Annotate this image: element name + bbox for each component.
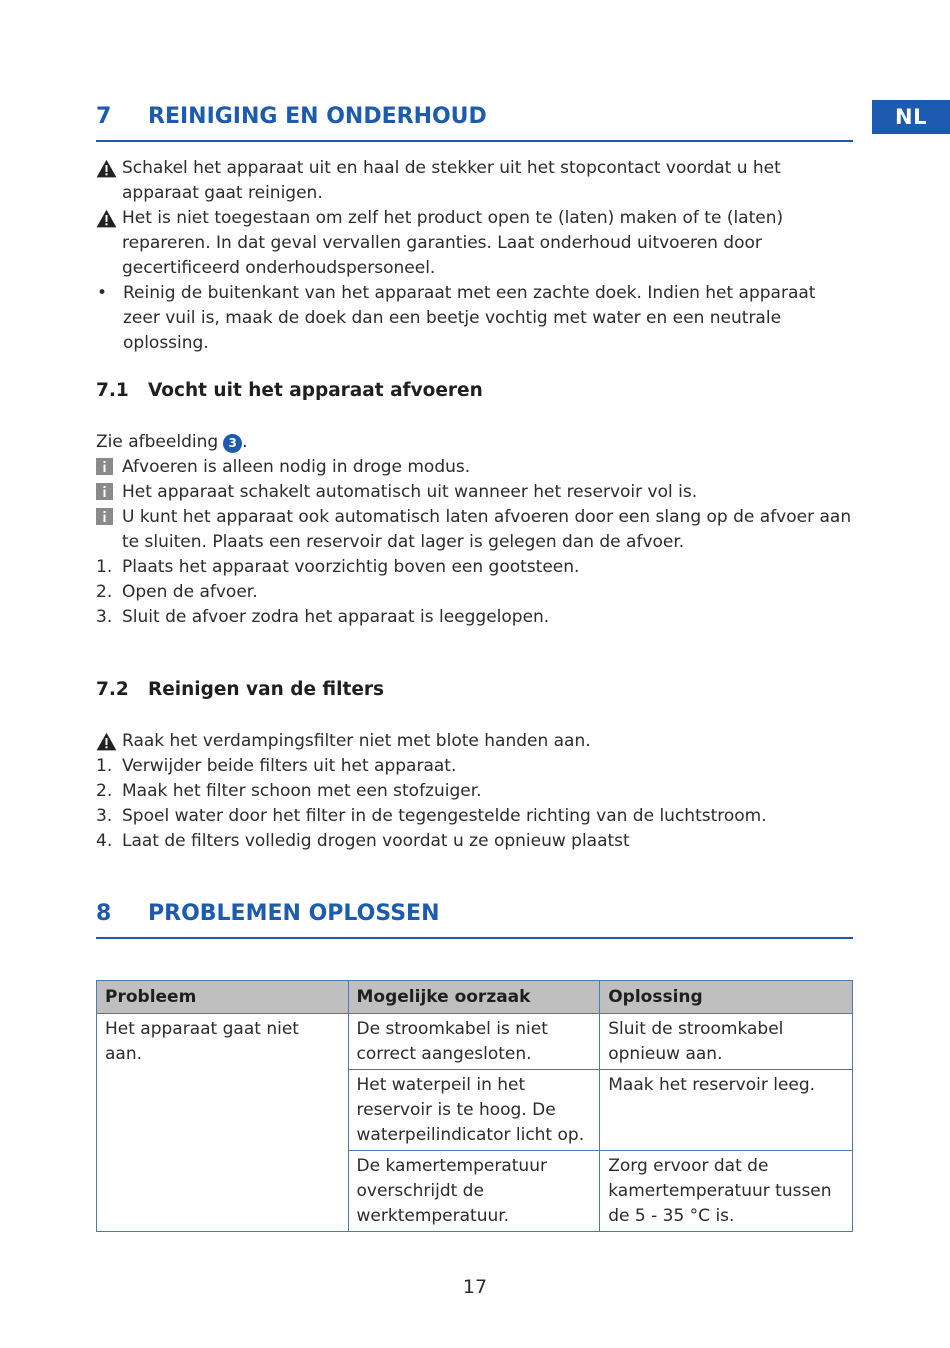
subsection-number: 7.1 <box>96 380 129 401</box>
section-8-heading <box>96 899 853 939</box>
numbered-step <box>96 804 856 829</box>
section-7-heading <box>96 102 853 142</box>
subsection-title: Reinigen van de filters <box>148 679 385 700</box>
warning-item <box>96 156 856 206</box>
info-icon <box>96 455 122 480</box>
info-text: U kunt het apparaat ook automatisch laten afvoeren door een slang op de afvoer aan te sluiten. Plaats een reservoir dat lager is gelegen dan de afvoer. <box>122 507 852 552</box>
see-figure-suffix: . <box>242 432 248 452</box>
step-text: Spoel water door het filter in de tegengestelde richting van de luchtstroom. <box>122 806 767 826</box>
section-title: REINIGING EN ONDERHOUD <box>148 104 487 129</box>
step-text: Laat de filters volledig drogen voordat u ze opnieuw plaatst <box>122 831 630 851</box>
bullet-marker: • <box>97 283 108 303</box>
section-7-1-heading <box>96 378 483 403</box>
solution-cell: Maak het reservoir leeg. <box>600 1070 853 1151</box>
cause-cell: De stroomkabel is niet correct aangesloten. <box>348 1014 600 1070</box>
step-text: Open de afvoer. <box>122 582 258 602</box>
info-icon <box>96 505 122 530</box>
problem-cell: Het apparaat gaat niet aan. <box>97 1014 349 1232</box>
section-title: PROBLEMEN OPLOSSEN <box>148 901 440 926</box>
table-row <box>97 1014 853 1070</box>
numbered-step <box>96 754 856 779</box>
warning-item <box>96 729 856 754</box>
warning-icon <box>96 156 122 181</box>
warning-text: Raak het verdampingsfilter niet met blote handen aan. <box>122 731 591 751</box>
figure-badge: 3 <box>223 434 242 453</box>
page-number: 17 <box>462 1276 488 1298</box>
numbered-step <box>96 779 856 804</box>
step-text: Maak het filter schoon met een stofzuiger. <box>122 781 482 801</box>
info-text: Het apparaat schakelt automatisch uit wanneer het reservoir vol is. <box>122 482 698 502</box>
see-figure-line <box>96 430 248 455</box>
subsection-title: Vocht uit het apparaat afvoeren <box>148 380 483 401</box>
step-number: 4. <box>96 831 113 851</box>
step-number: 1. <box>96 756 113 776</box>
step-number: 2. <box>96 582 113 602</box>
troubleshooting-table <box>96 980 853 1232</box>
numbered-step <box>96 605 856 630</box>
see-figure-text: Zie afbeelding <box>96 432 219 452</box>
info-icon <box>96 480 122 505</box>
info-item <box>96 455 856 480</box>
numbered-step <box>96 555 856 580</box>
step-number: 3. <box>96 806 113 826</box>
column-header: Oplossing <box>600 981 853 1014</box>
column-header: Probleem <box>97 981 349 1014</box>
section-7-2-heading <box>96 677 384 702</box>
solution-cell: Zorg ervoor dat de kamertemperatuur tussen de 5 - 35 °C is. <box>600 1151 853 1232</box>
column-header: Mogelijke oorzaak <box>348 981 600 1014</box>
bullet-item <box>96 281 856 356</box>
solution-cell: Sluit de stroomkabel opnieuw aan. <box>600 1014 853 1070</box>
step-number: 3. <box>96 607 113 627</box>
cause-cell: Het waterpeil in het reservoir is te hoog. De waterpeilindicator licht op. <box>348 1070 600 1151</box>
warning-text: Schakel het apparaat uit en haal de stekker uit het stopcontact voordat u het apparaat gaat reinigen. <box>122 158 781 203</box>
step-text: Plaats het apparaat voorzichtig boven een gootsteen. <box>122 557 580 577</box>
warning-icon <box>96 729 122 754</box>
info-item <box>96 480 856 505</box>
warning-icon <box>96 206 122 231</box>
warning-text: Het is niet toegestaan om zelf het product open te (laten) maken of te (laten) repareren. In dat geval vervallen garanties. Laat onderhoud uitvoeren door gecertificeerd onderhoudspersoneel. <box>122 208 784 278</box>
step-text: Sluit de afvoer zodra het apparaat is leeggelopen. <box>122 607 550 627</box>
step-number: 1. <box>96 557 113 577</box>
section-number: 8 <box>96 901 112 926</box>
numbered-step <box>96 580 856 605</box>
cause-cell: De kamertemperatuur overschrijdt de werktemperatuur. <box>348 1151 600 1232</box>
info-text: Afvoeren is alleen nodig in droge modus. <box>122 457 471 477</box>
section-number: 7 <box>96 104 112 129</box>
info-item <box>96 505 856 555</box>
bullet-text: Reinig de buitenkant van het apparaat met een zachte doek. Indien het apparaat zeer vuil is, maak de doek dan een beetje vochtig met water en een neutrale oplossing. <box>123 283 816 353</box>
subsection-number: 7.2 <box>96 679 129 700</box>
language-tab: NL <box>872 100 950 134</box>
step-text: Verwijder beide filters uit het apparaat. <box>122 756 457 776</box>
warning-item <box>96 206 856 281</box>
step-number: 2. <box>96 781 113 801</box>
table-header-row <box>97 981 853 1014</box>
numbered-step <box>96 829 856 854</box>
